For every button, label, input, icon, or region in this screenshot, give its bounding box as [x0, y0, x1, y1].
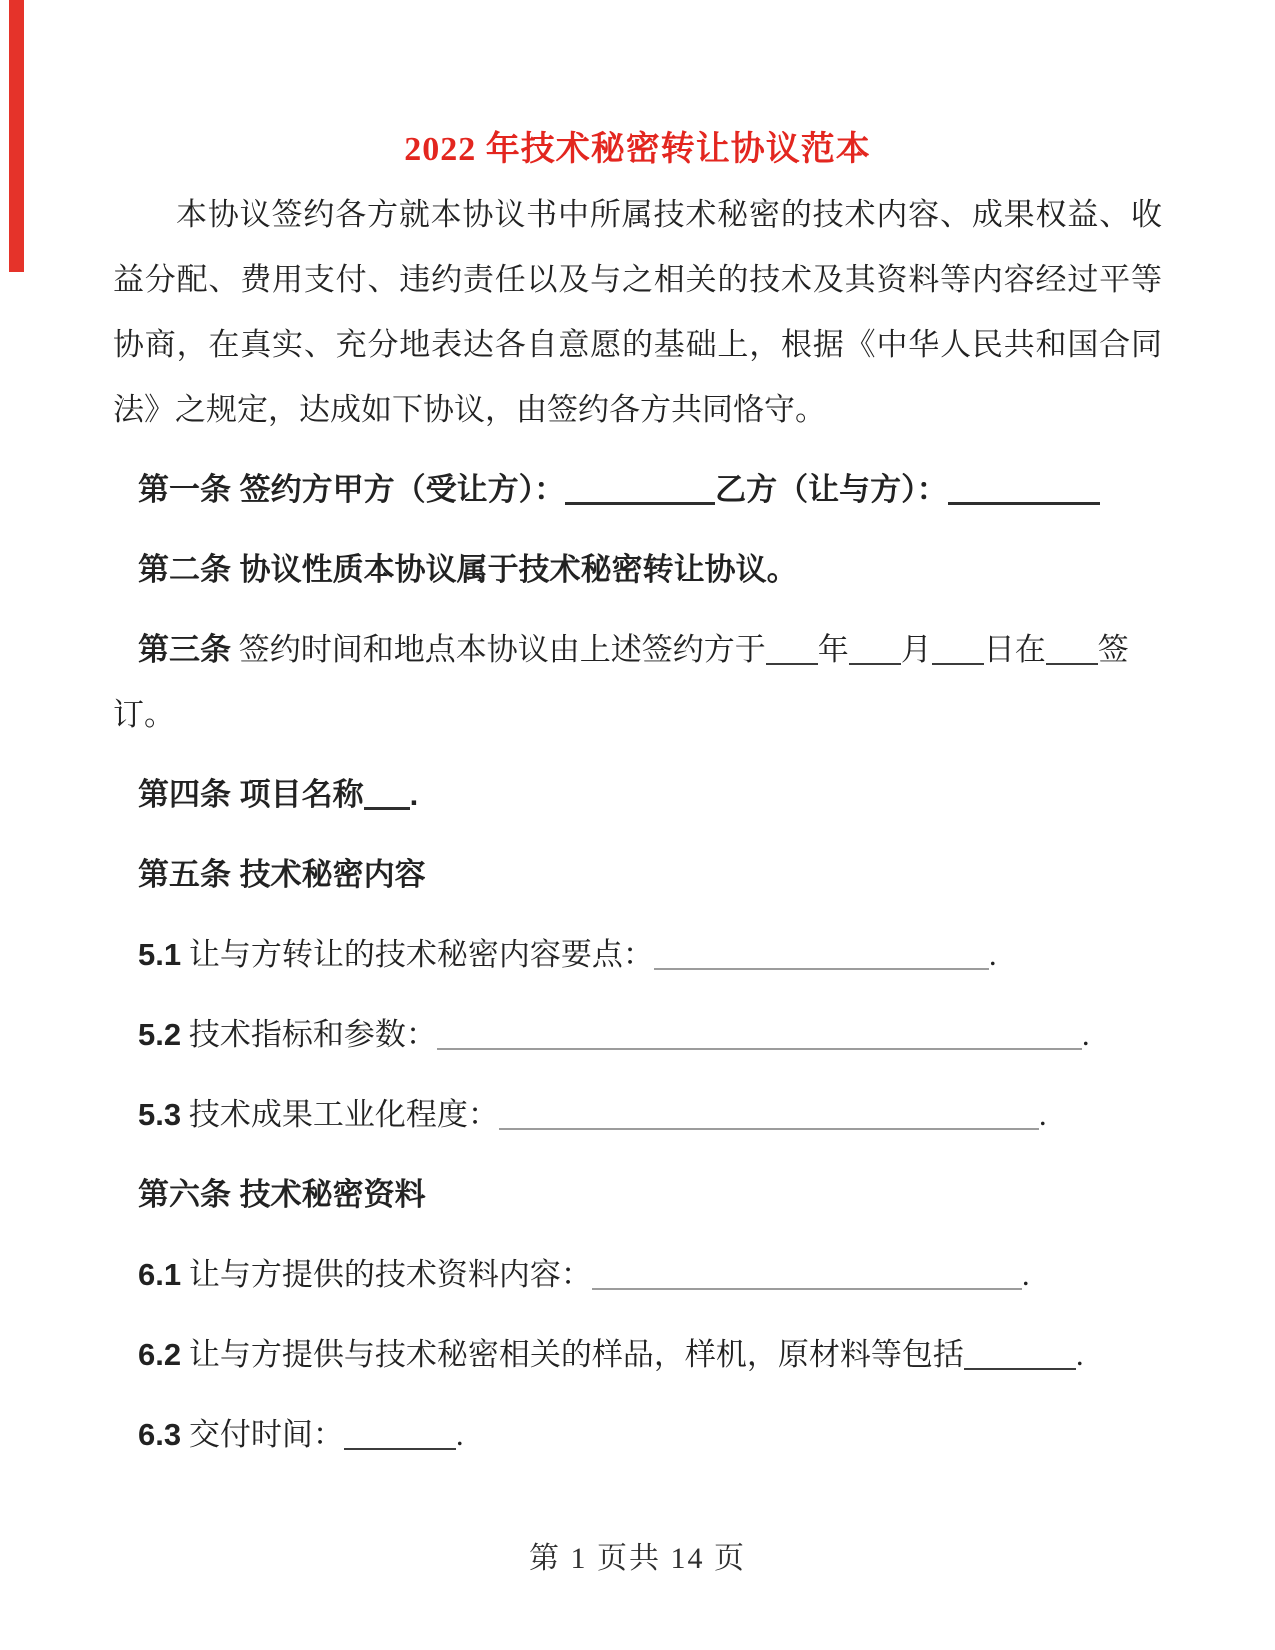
clause-text: . [1038, 1096, 1047, 1132]
blank-underline [766, 633, 818, 665]
page-title: 2022 年技术秘密转让协议范本 [404, 131, 871, 168]
blank-underline [849, 633, 901, 665]
clause-text: 第四条 项目名称 [138, 776, 364, 812]
clause-text: 6.1 [138, 1256, 182, 1292]
clause-paragraph [113, 922, 1162, 987]
clauses [113, 457, 1162, 1467]
clause-text: 5.2 [138, 1016, 182, 1052]
clause-text: 第三条 [138, 631, 231, 667]
clause-text: . [1075, 1336, 1084, 1372]
blank-underline [565, 472, 715, 505]
clause-text: . [1081, 1016, 1090, 1052]
clause-paragraph [113, 1402, 1162, 1467]
clause-paragraph [113, 617, 1162, 747]
clause-paragraph [113, 1162, 1162, 1227]
document-body [113, 0, 1162, 1467]
blank-underline [364, 777, 410, 810]
clause-text: 交付时间： [181, 1416, 344, 1452]
clause-paragraph [113, 1002, 1162, 1067]
clause-text: 技术指标和参数： [181, 1016, 437, 1052]
clause-text: . [988, 936, 997, 972]
clause-text: 签约时间和地点本协议由上述签约方于 [231, 631, 766, 667]
clause-paragraph [113, 537, 1162, 602]
clause-text: 第一条 签约方甲方（受让方）： [138, 471, 566, 507]
page-number: 第 1 页共 14 页 [529, 1542, 746, 1575]
clause-text: 签订。 [113, 631, 1129, 732]
clause-paragraph [113, 842, 1162, 907]
clause-text: 月 [900, 631, 932, 667]
left-accent-bar [9, 0, 24, 272]
clause-text: 5.1 [138, 936, 182, 972]
clause-text: 年 [817, 631, 849, 667]
clause-text: 第六条 技术秘密资料 [138, 1176, 426, 1212]
clause-text: 技术成果工业化程度： [181, 1096, 499, 1132]
blank-underline [499, 1098, 1039, 1130]
clause-paragraph [113, 1082, 1162, 1147]
blank-underline [948, 472, 1100, 505]
blank-underline [654, 938, 989, 970]
blank-underline [1046, 633, 1098, 665]
clause-text: 6.2 [138, 1336, 182, 1372]
blank-underline [592, 1258, 1022, 1290]
clause-paragraph [113, 762, 1162, 827]
blank-underline [344, 1418, 456, 1450]
clause-text: 6.3 [138, 1416, 182, 1452]
clause-text: 让与方转让的技术秘密内容要点： [181, 936, 654, 972]
clause-text: . [1021, 1256, 1030, 1292]
clause-text: 第五条 技术秘密内容 [138, 856, 426, 892]
clause-text: . [409, 776, 419, 812]
clause-text: . [455, 1416, 464, 1452]
blank-underline [932, 633, 984, 665]
blank-underline [964, 1338, 1076, 1370]
clause-text: 第二条 协议性质本协议属于技术秘密转让协议。 [138, 551, 798, 587]
blank-underline [437, 1018, 1082, 1050]
clause-text: 日在 [983, 631, 1046, 667]
clause-paragraph [113, 1322, 1162, 1387]
clause-paragraph [113, 457, 1162, 522]
intro-paragraph: 本协议签约各方就本协议书中所属技术秘密的技术内容、成果权益、收益分配、费用支付、违约责任以及与之相关的技术及其资料等内容经过平等协商，在真实、充分地表达各自意愿的基础上，根据《中华人民共和国合同法》之规定，达成如下协议，由签约各方共同恪守。 [113, 196, 1162, 427]
clause-text: 让与方提供与技术秘密相关的样品，样机，原材料等包括 [181, 1336, 964, 1372]
clause-paragraph [113, 1242, 1162, 1307]
clause-text: 5.3 [138, 1096, 182, 1132]
clause-text: 让与方提供的技术资料内容： [181, 1256, 592, 1292]
clause-text: 乙方（让与方）： [715, 471, 948, 507]
